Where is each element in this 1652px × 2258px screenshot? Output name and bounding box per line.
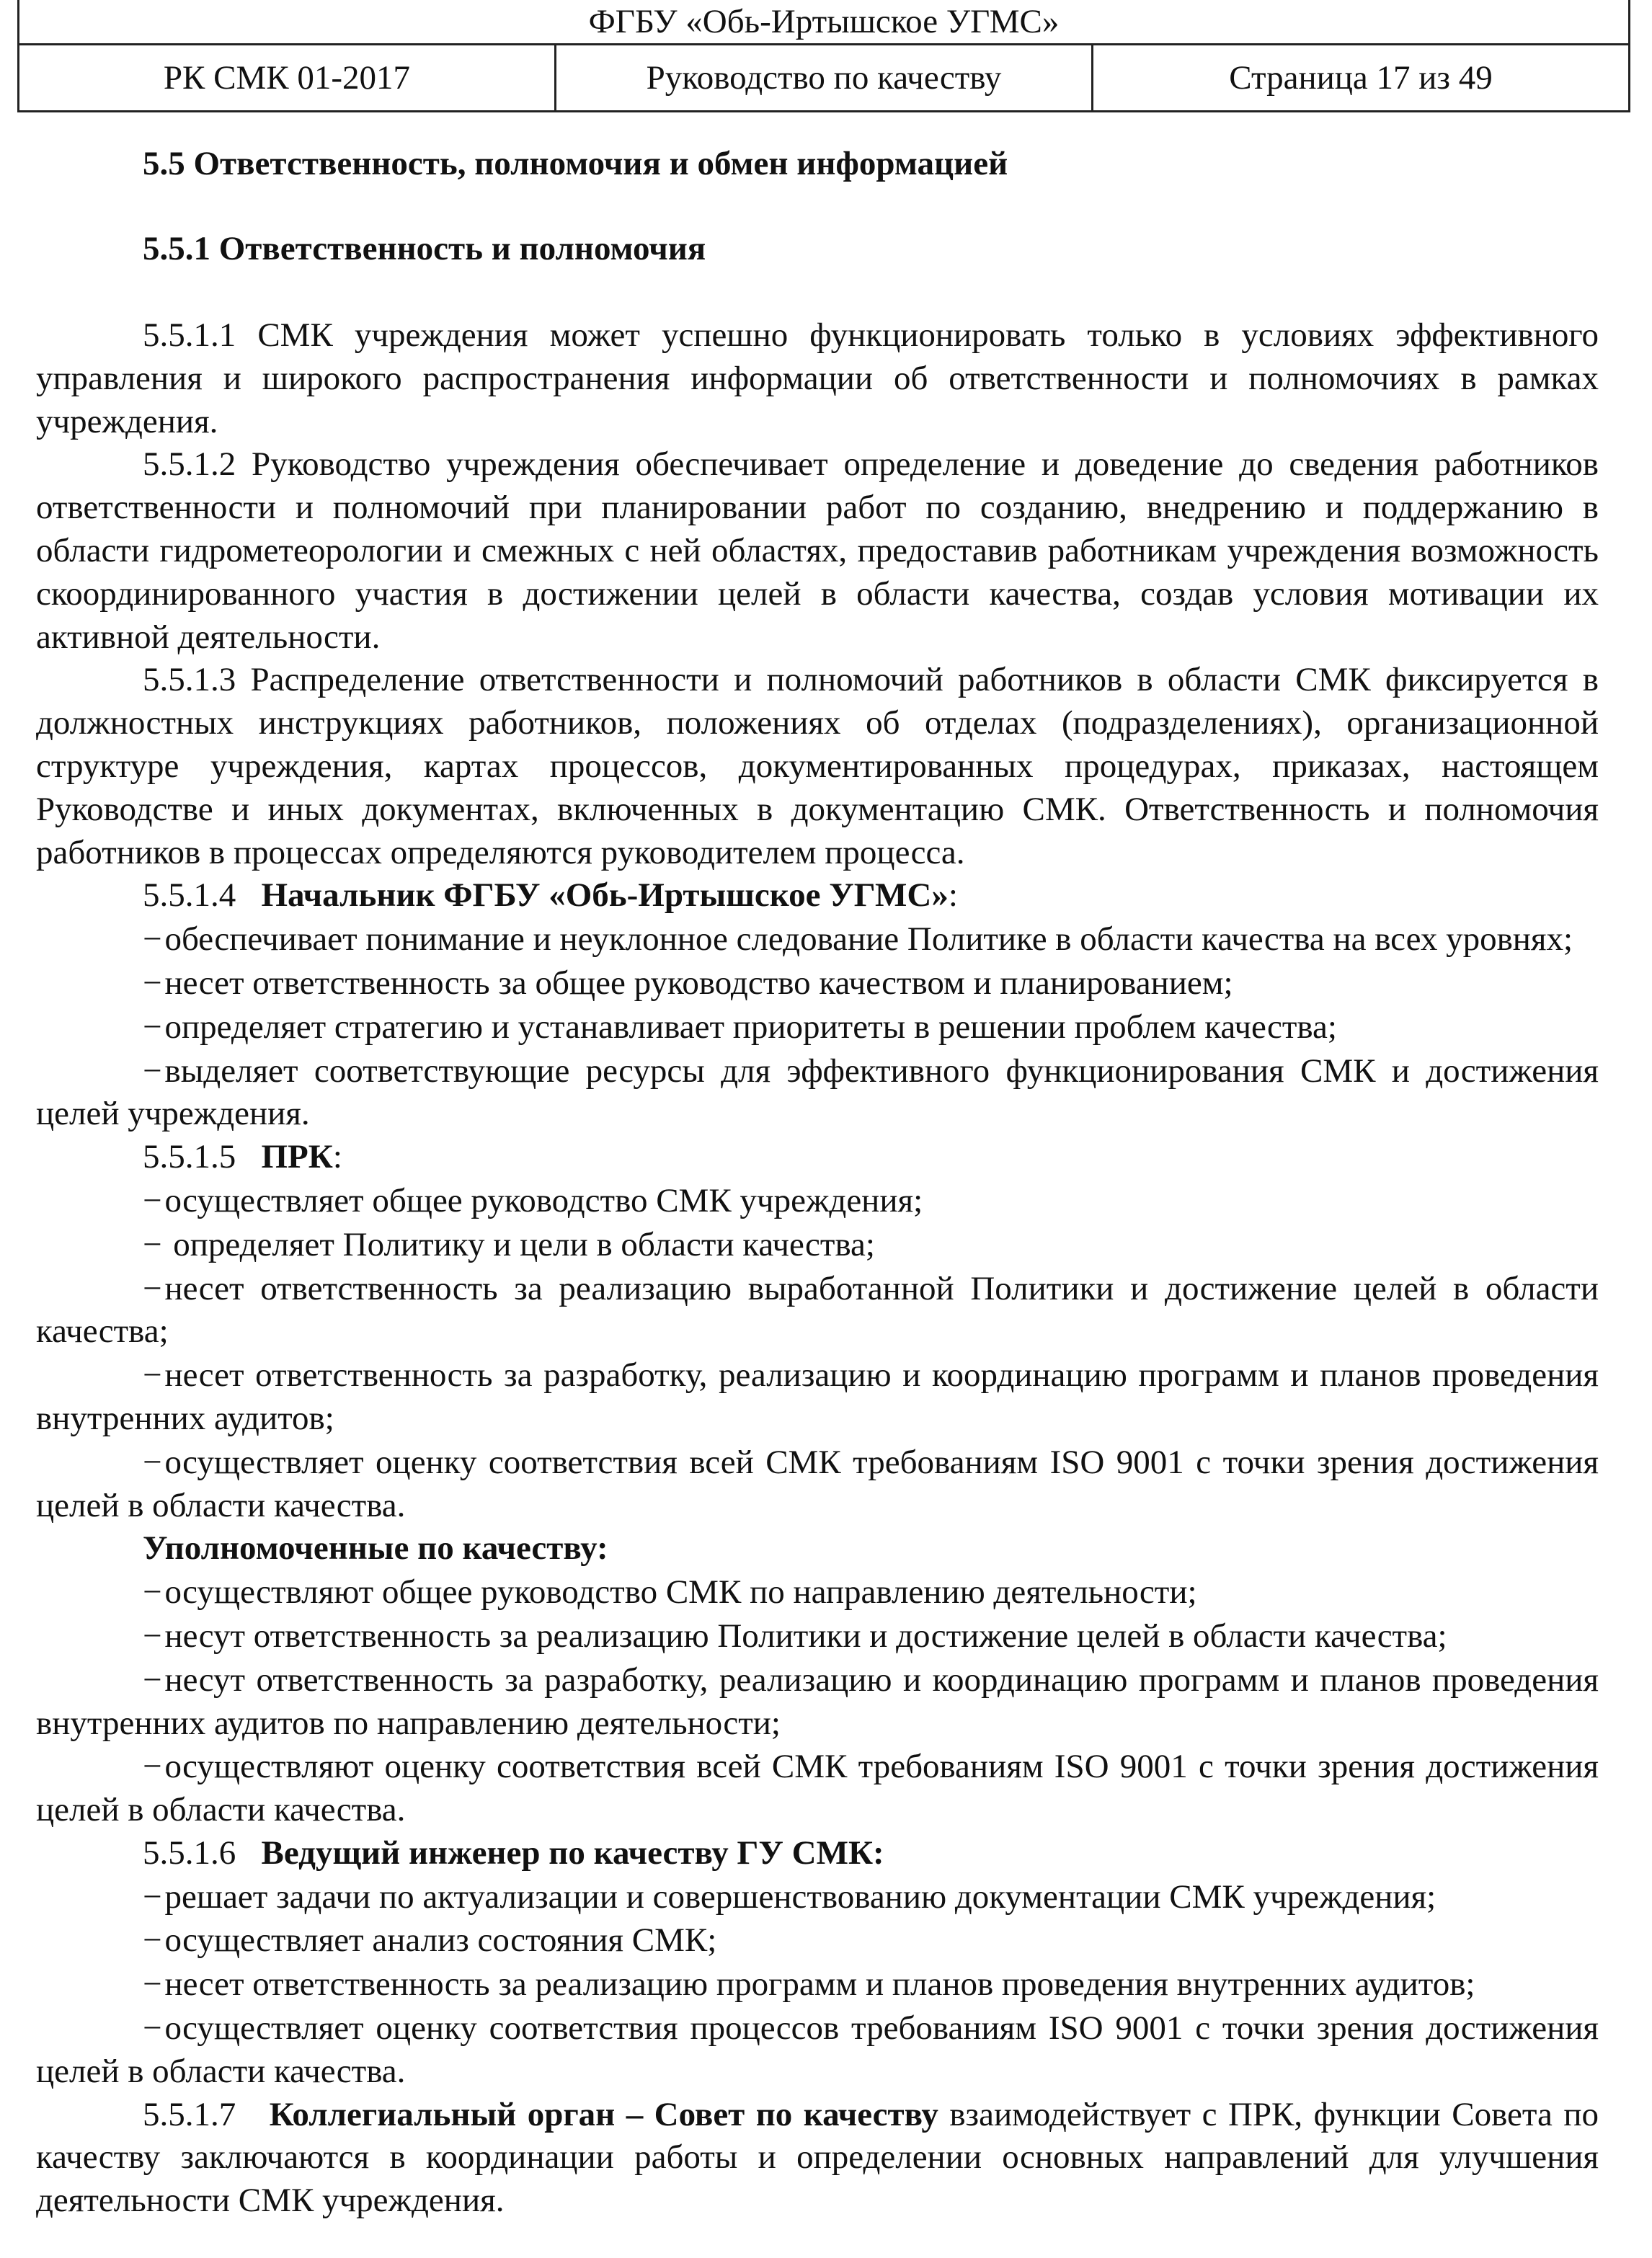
paragraph-5-5-1-6-heading xyxy=(36,1832,1599,1875)
list-item xyxy=(36,1179,1599,1223)
suffix: : xyxy=(332,1138,342,1176)
list-item xyxy=(36,1354,1599,1441)
council-text: взаимодействует с ПРК, функции Совета по качеству заключаются в координации работы и определении основных направлений для улучшения деятельности СМК учреждения. xyxy=(36,2095,1599,2220)
dash-bullet: − xyxy=(143,1181,162,1219)
list-item-text: осуществляет оценку соответствия процессов требованиям ISO 9001 с точки зрения достижения целей в области качества. xyxy=(36,2009,1599,2090)
list-item xyxy=(36,1570,1599,1614)
list-item-text: несет ответственность за реализацию выработанной Политики и достижение целей в области качества; xyxy=(36,1269,1599,1351)
header-doc-code: РК СМК 01-2017 xyxy=(19,45,556,112)
authorized-duties-list xyxy=(36,1570,1599,1832)
list-item xyxy=(36,1614,1599,1658)
list-item-text: определяет стратегию и устанавливает приоритеты в решении проблем качества; xyxy=(164,1008,1337,1046)
document-header xyxy=(17,0,1630,112)
dash-bullet: − xyxy=(143,1052,162,1090)
dash-bullet: − xyxy=(143,1356,162,1395)
section-subtitle: 5.5.1 Ответственность и полномочия xyxy=(143,230,706,267)
list-item xyxy=(36,1875,1599,1919)
dash-bullet: − xyxy=(143,1661,162,1699)
list-item-text: осуществляет общее руководство СМК учреждения; xyxy=(164,1181,923,1219)
document-body xyxy=(36,141,1599,2223)
list-item xyxy=(36,1745,1599,1832)
list-item-text: выделяет соответствующие ресурсы для эффективного функционирования СМК и достижения целей учреждения. xyxy=(36,1052,1599,1133)
dash-bullet: − xyxy=(143,2009,162,2048)
role-name: ПРК xyxy=(261,1138,333,1176)
list-item xyxy=(36,1223,1599,1267)
list-item xyxy=(36,1441,1599,1528)
role-name: Коллегиальный орган – Совет по качеству xyxy=(269,2095,938,2133)
list-item xyxy=(36,917,1599,961)
dash-bullet: − xyxy=(143,920,162,959)
paragraph-5-5-1-7 xyxy=(36,2094,1599,2223)
dash-bullet: − xyxy=(143,1225,162,1263)
list-item-text: осуществляют общее руководство СМК по направлению деятельности; xyxy=(164,1573,1197,1612)
dash-bullet: − xyxy=(143,1617,162,1655)
paragraph-5-5-1-1: 5.5.1.1 СМК учреждения может успешно функционировать только в условиях эффективного управления и широкого распространения информации об ответственности и полномочиях в рамках учреждения. xyxy=(36,316,1599,440)
list-item-text: несет ответственность за реализацию программ и планов проведения внутренних аудитов; xyxy=(164,1965,1475,2004)
list-item xyxy=(36,1049,1599,1137)
list-item xyxy=(36,1005,1599,1049)
header-doc-title: Руководство по качеству xyxy=(556,45,1093,112)
list-item-text: обеспечивает понимание и неуклонное следование Политике в области качества на всех уровнях; xyxy=(164,920,1573,959)
list-item xyxy=(36,2006,1599,2094)
dash-bullet: − xyxy=(143,964,162,1002)
list-item-text: решает задачи по актуализации и совершенствованию документации СМК учреждения; xyxy=(164,1877,1436,1916)
dash-bullet: − xyxy=(143,1748,162,1786)
dash-bullet: − xyxy=(143,1921,162,1960)
role-name: Начальник ФГБУ «Обь-Иртышское УГМС» xyxy=(261,876,949,915)
list-item xyxy=(36,961,1599,1005)
list-item-text: несут ответственность за разработку, реализацию и координацию программ и планов проведения внутренних аудитов по направлению деятельности; xyxy=(36,1661,1599,1742)
list-item xyxy=(36,1919,1599,1963)
paragraph-5-5-1-4-heading xyxy=(36,874,1599,917)
role-name: Ведущий инженер по качеству ГУ СМК: xyxy=(261,1833,884,1872)
dash-bullet: − xyxy=(143,1008,162,1046)
section-title: 5.5 Ответственность, полномочия и обмен информацией xyxy=(143,145,1008,182)
paragraph-5-5-1-5-heading xyxy=(36,1136,1599,1179)
header-page-label: Страница 17 из 49 xyxy=(1093,45,1630,112)
dash-bullet: − xyxy=(143,1965,162,2004)
dash-bullet: − xyxy=(143,1443,162,1481)
prk-duties-list xyxy=(36,1179,1599,1527)
engineer-duties-list xyxy=(36,1875,1599,2094)
chief-duties-list xyxy=(36,917,1599,1136)
dash-bullet: − xyxy=(143,1269,162,1307)
clause-number: 5.5.1.5 xyxy=(143,1138,236,1176)
header-org: ФГБУ «Обь-Иртышское УГМС» xyxy=(19,0,1630,45)
list-item-text: осуществляют оценку соответствия всей СМК требованиям ISO 9001 с точки зрения достижения целей в области качества. xyxy=(36,1748,1599,1829)
paragraph-5-5-1-3: 5.5.1.3 Распределение ответственности и полномочий работников в области СМК фиксируется в должностных инструкциях работников, положениях об отделах (подразделениях), организационной структуре учреждения, картах процессов, документированных процедурах, приказах, настоящем Руководстве и иных документах, включенных в документацию СМК. Ответственность и полномочия работников в процессах определяются руководителем процесса. xyxy=(36,661,1599,871)
list-item xyxy=(36,1658,1599,1746)
list-item xyxy=(36,1267,1599,1354)
clause-number: 5.5.1.6 xyxy=(143,1833,236,1872)
list-item-text: осуществляет оценку соответствия всей СМК требованиям ISO 9001 с точки зрения достижения целей в области качества. xyxy=(36,1443,1599,1524)
list-item-text: осуществляет анализ состояния СМК; xyxy=(164,1921,717,1960)
list-item-text: несет ответственность за общее руководство качеством и планированием; xyxy=(164,964,1233,1002)
clause-number: 5.5.1.7 xyxy=(143,2095,236,2133)
dash-bullet: − xyxy=(143,1573,162,1612)
list-item-text: определяет Политику и цели в области качества; xyxy=(164,1225,875,1263)
list-item xyxy=(36,1963,1599,2006)
list-item-text: несут ответственность за реализацию Политики и достижение целей в области качества; xyxy=(164,1617,1447,1655)
authorized-heading: Уполномоченные по качеству: xyxy=(143,1529,608,1568)
clause-number: 5.5.1.4 xyxy=(143,876,236,915)
suffix: : xyxy=(948,876,958,915)
paragraph-5-5-1-2: 5.5.1.2 Руководство учреждения обеспечивает определение и доведение до сведения работников ответственности и полномочий при планировании работ по созданию, внедрению и поддержанию в области гидрометеорологии и смежных с ней областях, предоставив работникам учреждения возможность скоординированного участия в достижении целей в области качества, создав условия мотивации их активной деятельности. xyxy=(36,445,1599,656)
dash-bullet: − xyxy=(143,1877,162,1916)
list-item-text: несет ответственность за разработку, реализацию и координацию программ и планов проведения внутренних аудитов; xyxy=(36,1356,1599,1437)
